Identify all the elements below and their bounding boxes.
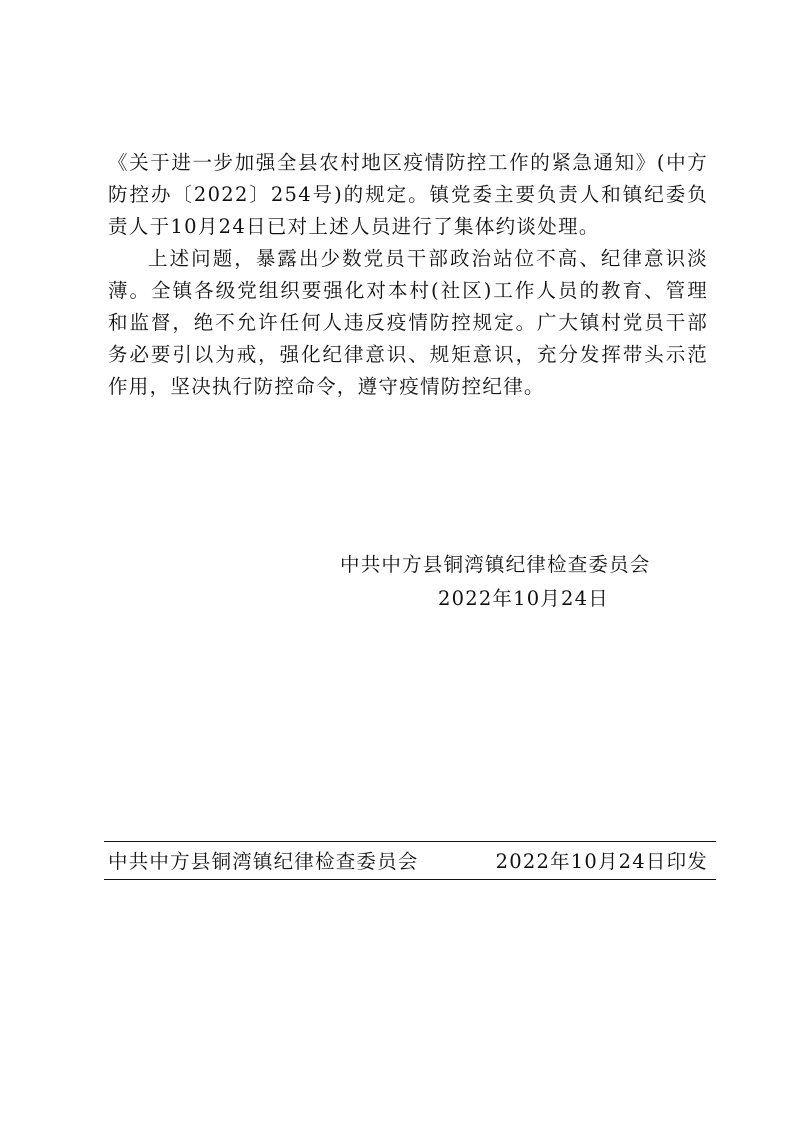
footer-top-rule [104,841,716,842]
signature-block [340,548,700,616]
body-paragraph-1: 《关于进一步加强全县农村地区疫情防控工作的紧急通知》(中方防控办〔2022〕254号)的规定。镇党委主要负责人和镇纪委负责人于10月24日已对上述人员进行了集体约谈处理。 [108,151,708,238]
footer-issued-date: 2022年10月24日印发 [495,850,708,873]
footer-organization: 中共中方县铜湾镇纪律检查委员会 [108,850,419,873]
document-body [108,147,708,403]
signature-organization: 中共中方县铜湾镇纪律检查委员会 [340,553,651,576]
signature-date: 2022年10月24日 [438,587,609,610]
footer-issuance-line [108,846,708,878]
body-paragraph-2: 上述问题，暴露出少数党员干部政治站位不高、纪律意识淡薄。全镇各级党组织要强化对本村(社区)工作人员的教育、管理和监督，绝不允许任何人违反疫情防控规定。广大镇村党员干部务必要引以为戒，强化纪律意识、规矩意识，充分发挥带头示范作用，坚决执行防控命令，遵守疫情防控纪律。 [108,247,708,398]
footer-bottom-rule [104,879,716,880]
